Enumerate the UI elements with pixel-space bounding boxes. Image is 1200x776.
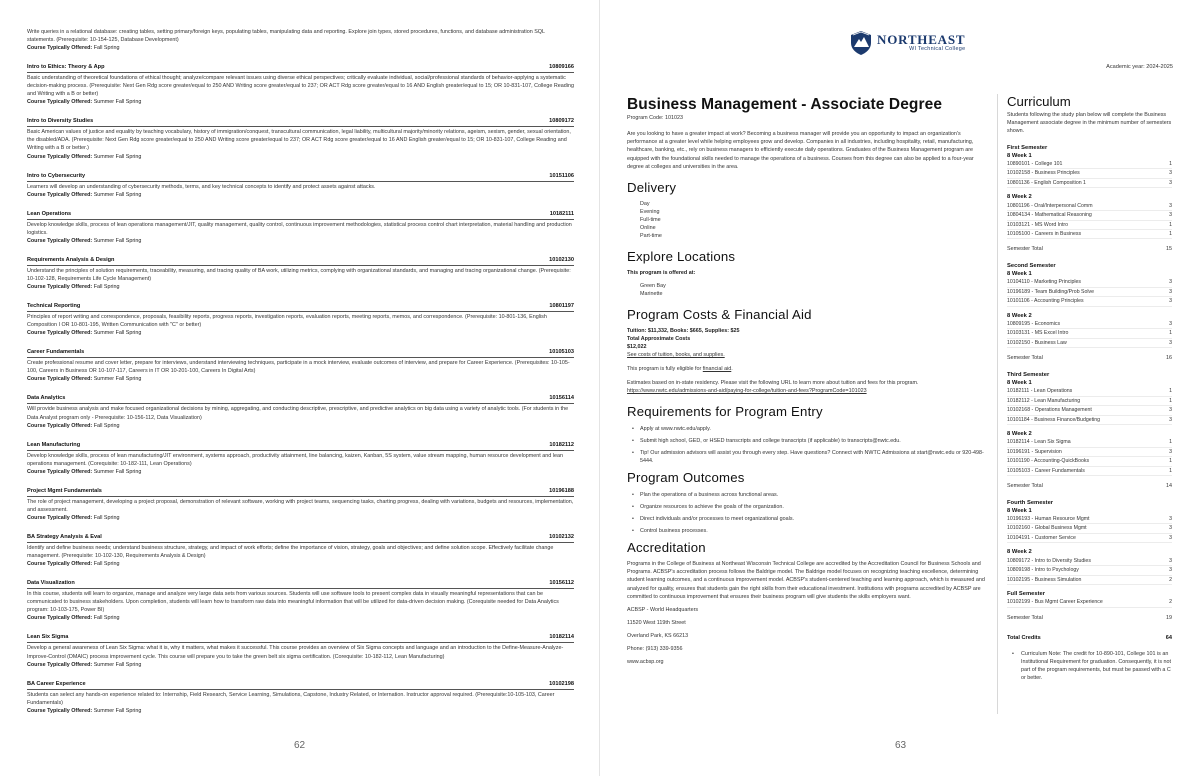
offered-terms: Fall Spring xyxy=(93,514,120,521)
costs-link[interactable]: See costs of tuition, books, and supplies. xyxy=(627,352,725,359)
course-row xyxy=(1007,230,1172,239)
course-description: The role of project management, developing a project proposal, demonstration of relevant software, working with project teams, sequencing tasks, charting progress, dealing with variations, budgets and resources, implementation, and assessment. xyxy=(27,498,574,513)
course-entry xyxy=(27,173,574,199)
offered-label: Course Typically Offered: xyxy=(27,561,93,568)
offered-terms: Summer Fall Spring xyxy=(93,661,142,668)
course-row xyxy=(1007,557,1172,566)
course-credits: 1 xyxy=(1169,161,1172,167)
semester-total xyxy=(1007,245,1172,253)
semester-total xyxy=(1007,354,1172,362)
course-name: 10182112 - Lean Manufacturing xyxy=(1007,397,1081,404)
college-logo-mark xyxy=(849,30,873,56)
week-label: 8 Week 2 xyxy=(1007,549,1032,556)
course-entry xyxy=(27,303,574,337)
delivery-item: Online xyxy=(640,225,656,232)
course-description: Develop knowledge skills, process of lean operations management/JIT, quality management, quality control, continuous improvement methodologies, statistical process control chart interpretation, material handling and production logistics. xyxy=(27,221,572,236)
course-code: 10102130 xyxy=(549,256,574,263)
course-header xyxy=(27,257,574,266)
course-name: 10182111 - Lean Operations xyxy=(1007,388,1073,395)
semester-total-label: Semester Total xyxy=(1007,614,1043,621)
course-description: Students can select any hands-on experience related to: Internship, Field Research, Service Learning, Simulations, Capstone, Industry Related, or Internation. Instructor approval required. (Prerequisite:10-105-103, Career Fundamentals) xyxy=(27,691,555,706)
course-title: Data Analytics xyxy=(27,395,66,402)
course-description: Basic American values of justice and equality by teaching vocabulary, history of immigration/conquest, transcultural communication, legal liability, multicultural majority/minority relations, ageism, sexism, gender, sexual orientation, the disabled/ADA. (Prerequisite: Next Gen Rdg score greater/equal to 250 AND Writing score greater/equal to 237; OR ACT Rdg score greater/equal to 16 AND English greater/equal to 15; OR 10-831-107, College Reading and Writing with a B or better.) xyxy=(27,129,571,152)
course-description: In this course, students will learn to organize, manage and analyze very large data sets from various sources. Students will use software tools to present complex data in visually meaningful representations that can be communicated to business stakeholders. Upon completion, students will learn how to transform raw data into meaningful information that will be utilized for data-driven decision making. (Corequisite needed for Data Analytics program: 10-103-175, Power BI) xyxy=(27,591,559,614)
course-credits: 2 xyxy=(1169,599,1172,606)
offered-label: Course Typically Offered: xyxy=(27,237,93,244)
page-number: 62 xyxy=(294,740,306,751)
course-title: Lean Six Sigma xyxy=(27,634,69,641)
course-offered xyxy=(27,191,574,199)
course-header xyxy=(27,211,574,220)
course-offered xyxy=(27,661,574,669)
course-credits: 3 xyxy=(1169,279,1172,286)
costs-line: Tuition: $11,332, Books: $665, Supplies: $25 xyxy=(627,328,740,335)
requirement-item: • Tip! Our admission advisors will assist you through every step. Have questions? Connect with NWTC Admissions at start@nwtc.edu or 920-498-5444. xyxy=(632,449,985,465)
course-credits: 3 xyxy=(1169,407,1172,414)
semester-title: Fourth Semester xyxy=(1007,500,1054,507)
course-description: Identify and define business needs; understand business structure, strategy, and impact of work efforts; define the importance of vision, strategy, goals and objectives; and define solution scope. Effectively facilitate change management. (Prerequisite: 10-102-130, Requirements Analysis & Design) xyxy=(27,544,554,560)
requirement-item: • Apply at www.nwtc.edu/apply. xyxy=(632,425,985,433)
course-header xyxy=(27,118,574,127)
offered-terms: Summer Fall Spring xyxy=(93,330,142,337)
course-credits: 3 xyxy=(1169,339,1172,346)
course-title: Intro to Ethics: Theory & App xyxy=(27,64,105,70)
course-description: Develop a general awareness of Lean Six Sigma: what it is, why it matters, what makes it successful. This course provides an overview of Six Sigma concepts and language and an introduction to the Define-Measure-Analyze-Improve-Control (DMAIC) process improvement cycle. This course will prepare you to take the green belt six sigma certification. (Corequisite: 10-182-112, Lean Manufacturing) xyxy=(27,645,564,660)
semester-total-value: 14 xyxy=(1166,483,1172,490)
course-list xyxy=(27,28,574,715)
course-title: Technical Reporting xyxy=(27,303,81,310)
costs-heading: Program Costs & Financial Aid xyxy=(627,307,812,323)
course-description: Understand the principles of solution requirements, traceability, measuring, and tracing quality of BA work, utilizing metrics, complying with organizational standards, and managing and tracing organizational change. (Prerequisite: 10-102-128, Requirements Life Cycle Management) xyxy=(27,267,571,282)
course-row xyxy=(1007,211,1172,220)
course-row xyxy=(1007,515,1172,524)
course-name: 10105100 - Careers in Business xyxy=(1007,230,1082,237)
requirement-item: • Submit high school, GED, or HSED transcripts and college transcripts (if applicable) to transcripts@nwtc.edu. xyxy=(632,437,985,445)
course-credits: 1 xyxy=(1169,439,1172,446)
course-name: 10890101 - College 101 xyxy=(1007,161,1063,167)
course-offered xyxy=(27,514,574,522)
course-code: 10102132 xyxy=(549,533,574,540)
course-name: 10105103 - Career Fundamentals xyxy=(1007,467,1085,474)
accreditation-address xyxy=(627,606,985,666)
requirements-list xyxy=(627,425,985,465)
course-header xyxy=(27,488,574,497)
offered-label: Course Typically Offered: xyxy=(27,330,93,337)
offered-terms: Summer Fall Spring xyxy=(93,153,142,160)
course-code: 10151106 xyxy=(549,172,574,179)
semester-title: Second Semester xyxy=(1007,263,1056,270)
course-offered xyxy=(27,237,574,245)
address-line: 11520 West 119th Street xyxy=(627,620,686,627)
offered-label: Course Typically Offered: xyxy=(27,615,93,622)
accreditation-text: Programs in the College of Business at Northeast Wisconsin Technical College are accredited by the Accreditation Council for Business Schools and Programs. ACBSP's accreditation process follows the Baldrige model. The Baldrige model focuses on recognizing teaching excellence, determining student learning outcomes, and a continuous improvement model. ACBSP's student-centered teaching and learning approach, which is measured and analyzed for quality, ensures that students gain the right skills from their educational investment. Institutions with programs accredited by ACBSP are committed to continuous improvement that ensures their business program will give students the skills employers want. xyxy=(627,561,985,600)
program-intro: Are you looking to have a greater impact at work? Becoming a business manager will provide you an opportunity to impact an organization's performance at a greater level while helping employees grow and develop. Companies in all industries, including hospitality, retail, manufacturing, healthcare, banking, etc., rely on business managers to efficiently execute daily operations. Graduates of the Business Management program are equipped with the foundational skills needed to manage the operations of a business. Courses from this degree can also be applied to a four-year degree at colleges and universities in the area. xyxy=(627,131,974,170)
offered-terms: Fall Spring xyxy=(93,422,120,429)
course-title: Project Mgmt Fundamentals xyxy=(27,487,102,494)
offered-label: Course Typically Offered: xyxy=(27,661,93,668)
course-title: Lean Operations xyxy=(27,210,72,217)
course-code: 10182111 xyxy=(549,210,574,217)
curriculum-intro: Students following the study plan below will complete the Business Management associate degree in the minimum number of semesters shown. xyxy=(1007,112,1172,134)
course-entry xyxy=(27,488,574,522)
page-number: 63 xyxy=(895,740,907,751)
week-label: 8 Week 1 xyxy=(1007,507,1032,514)
course-row xyxy=(1007,598,1172,607)
delivery-heading: Delivery xyxy=(627,180,677,196)
course-code: 10801197 xyxy=(549,303,574,310)
course-row xyxy=(1007,387,1172,396)
outcome-item: • Plan the operations of a business across functional areas. xyxy=(632,491,985,499)
course-credits: 3 xyxy=(1169,525,1172,532)
course-entry xyxy=(27,395,574,429)
offered-label: Course Typically Offered: xyxy=(27,191,93,198)
offered-label: Course Typically Offered: xyxy=(27,284,93,291)
course-row xyxy=(1007,576,1172,585)
course-entry xyxy=(27,634,574,668)
delivery-list xyxy=(627,200,985,240)
course-credits: 3 xyxy=(1169,288,1172,295)
course-name: 10196193 - Human Resource Mgmt xyxy=(1007,516,1090,523)
course-row xyxy=(1007,406,1172,415)
course-row xyxy=(1007,457,1172,466)
course-row xyxy=(1007,320,1172,329)
course-offered xyxy=(27,560,574,568)
intro-description: Write queries in a relational database: creating tables, setting primary/foreign keys, populating tables, manipulating data and reporting. Explore join types, stored procedures, functions, and database administration SQL statements. (Prerequisite: 10-154-125, Database Development) xyxy=(27,29,545,43)
course-credits: 1 xyxy=(1169,221,1172,228)
locations-intro: This program is offered at: xyxy=(627,270,696,277)
course-code: 10182114 xyxy=(549,634,574,641)
course-name: 10103121 - MS Word Intro xyxy=(1007,221,1069,228)
course-offered xyxy=(27,614,574,622)
semester-title: Third Semester xyxy=(1007,372,1050,379)
course-row xyxy=(1007,288,1172,297)
course-code: 10809166 xyxy=(549,64,574,70)
course-row xyxy=(1007,339,1172,348)
course-offered xyxy=(27,707,574,715)
course-credits: 1 xyxy=(1169,458,1172,465)
course-name: 10196189 - Team Building/Prob Solve xyxy=(1007,288,1094,295)
locations-heading: Explore Locations xyxy=(627,249,736,265)
financial-aid-line: This program is fully eligible for financial aid. xyxy=(627,366,733,373)
total-credits-row: Total Credits 64 xyxy=(1007,634,1172,641)
academic-year: Academic year: 2024-2025 xyxy=(1106,64,1173,70)
week-label: Full Semester xyxy=(1007,590,1046,597)
course-name: 10101190 - Accounting-QuickBooks xyxy=(1007,458,1090,465)
course-code: 10156112 xyxy=(549,580,574,587)
course-row xyxy=(1007,467,1172,476)
intro-offered: Course Typically Offered: Fall Spring xyxy=(27,45,120,51)
course-credits: 1 xyxy=(1169,230,1172,237)
offered-label: Course Typically Offered: xyxy=(27,422,93,429)
course-credits: 3 xyxy=(1169,516,1172,523)
course-header xyxy=(27,580,574,589)
course-title: BA Strategy Analysis & Eval xyxy=(27,533,102,540)
course-credits: 1 xyxy=(1169,467,1172,474)
program-main-column xyxy=(627,96,985,666)
location-item: Marinette xyxy=(640,291,663,298)
course-row xyxy=(1007,278,1172,287)
course-row xyxy=(1007,534,1172,543)
course-code: 10156114 xyxy=(549,395,574,402)
course-row xyxy=(1007,524,1172,533)
logo-name: NORTHEAST xyxy=(877,32,966,47)
course-title: Intro to Diversity Studies xyxy=(27,118,94,125)
course-entry xyxy=(27,534,574,568)
offered-label: Course Typically Offered: xyxy=(27,376,93,383)
course-credits: 3 xyxy=(1169,567,1172,574)
course-credits: 3 xyxy=(1169,179,1172,186)
course-row xyxy=(1007,329,1172,338)
offered-terms: Fall Spring xyxy=(93,561,120,568)
week-label: 8 Week 2 xyxy=(1007,194,1032,201)
course-credits: 3 xyxy=(1169,448,1172,455)
offered-terms: Summer Fall Spring xyxy=(93,191,142,198)
semester-total-label: Semester Total xyxy=(1007,246,1043,253)
course-row xyxy=(1007,566,1172,575)
delivery-item: Day xyxy=(640,201,650,208)
courses-container xyxy=(27,64,574,715)
course-name: 10801196 - Oral/Interpersonal Comm xyxy=(1007,202,1093,209)
offered-label: Course Typically Offered: xyxy=(27,468,93,475)
course-name: 10102158 - Business Principles xyxy=(1007,170,1080,177)
course-credits: 2 xyxy=(1169,576,1172,583)
semester-total-label: Semester Total xyxy=(1007,355,1043,362)
course-row xyxy=(1007,416,1172,425)
financial-aid-link[interactable]: financial aid xyxy=(702,366,732,373)
course-entry xyxy=(27,64,574,106)
semester-total-value: 19 xyxy=(1166,614,1172,621)
course-entry xyxy=(27,211,574,245)
semester-total xyxy=(1007,482,1172,490)
outcomes-heading: Program Outcomes xyxy=(627,470,745,486)
course-title: Data Visualization xyxy=(27,580,75,587)
course-code: 10196188 xyxy=(549,487,574,494)
course-name: 10104110 - Marketing Principles xyxy=(1007,279,1082,286)
course-title: Lean Manufacturing xyxy=(27,441,81,448)
address-line: ACBSP - World Headquarters xyxy=(627,607,699,614)
course-entry xyxy=(27,118,574,160)
accreditation-heading: Accreditation xyxy=(627,540,706,556)
course-row xyxy=(1007,160,1172,169)
course-row xyxy=(1007,297,1172,306)
semester-total xyxy=(1007,614,1172,622)
offered-terms: Summer Fall Spring xyxy=(93,99,142,106)
course-row xyxy=(1007,438,1172,447)
location-item: Green Bay xyxy=(640,283,666,290)
course-row xyxy=(1007,169,1172,178)
week-label: 8 Week 1 xyxy=(1007,270,1032,277)
course-entry xyxy=(27,257,574,291)
course-header xyxy=(27,173,574,182)
offered-terms: Summer Fall Spring xyxy=(93,707,142,714)
course-credits: 1 xyxy=(1169,330,1172,337)
course-code: 10105103 xyxy=(549,349,574,356)
course-title: Career Fundamentals xyxy=(27,349,85,356)
course-name: 10182114 - Lean Six Sigma xyxy=(1007,439,1071,446)
offered-terms: Fall Spring xyxy=(93,284,120,291)
address-line[interactable]: www.acbsp.org xyxy=(627,659,664,666)
week-label: 8 Week 2 xyxy=(1007,312,1032,319)
address-line: Phone: (913) 339-9356 xyxy=(627,646,683,653)
course-name: 10102199 - Bus Mgmt Career Experience xyxy=(1007,599,1103,606)
course-header xyxy=(27,442,574,451)
course-name: 10102195 - Business Simulation xyxy=(1007,576,1082,583)
address-line: Overland Park, KS 66213 xyxy=(627,633,689,640)
college-logo xyxy=(849,30,965,56)
course-name: 10809198 - Intro to Psychology xyxy=(1007,567,1079,574)
course-code: 10809172 xyxy=(549,118,574,125)
course-code: 10102198 xyxy=(549,680,574,687)
course-credits: 1 xyxy=(1169,397,1172,404)
course-offered xyxy=(27,468,574,476)
course-code: 10182112 xyxy=(549,441,574,448)
semester-block xyxy=(1007,145,1172,253)
course-credits: 3 xyxy=(1169,212,1172,219)
course-name: 10801136 - English Composition 1 xyxy=(1007,179,1086,186)
course-offered xyxy=(27,329,574,337)
course-offered xyxy=(27,375,574,383)
course-name: 10809172 - Intro to Diversity Studies xyxy=(1007,557,1091,564)
semester-block xyxy=(1007,372,1172,490)
curriculum-note: • Curriculum Note: The credit for 10-890-101, College 101 is an Institutional Requirement for graduation. Consequently, it is not part of the program requirements, but must be passed with a C or better. xyxy=(1007,650,1172,683)
course-row xyxy=(1007,397,1172,406)
course-credits: 3 xyxy=(1169,170,1172,177)
outcome-item: • Organize resources to achieve the goals of the organization. xyxy=(632,503,985,511)
course-header xyxy=(27,534,574,543)
offered-terms: Summer Fall Spring xyxy=(93,237,142,244)
course-credits: 3 xyxy=(1169,416,1172,423)
outcome-item: • Control business processes. xyxy=(632,527,985,535)
estimates-note: Estimates based on in-state residency. Please visit the following URL to learn more about tuition and fees for this program. xyxy=(627,380,919,387)
course-offered xyxy=(27,422,574,430)
course-entry xyxy=(27,681,574,715)
week-label: 8 Week 1 xyxy=(1007,152,1032,159)
course-row xyxy=(1007,448,1172,457)
offered-terms: Summer Fall Spring xyxy=(93,468,142,475)
offered-label: Course Typically Offered: xyxy=(27,707,93,714)
course-header xyxy=(27,395,574,404)
course-row xyxy=(1007,221,1172,230)
course-name: 10101184 - Business Finance/Budgeting xyxy=(1007,416,1101,423)
course-header xyxy=(27,303,574,312)
total-costs-label: Total Approximate Costs xyxy=(627,336,691,343)
program-code: Program Code: 101023 xyxy=(627,115,684,121)
semester-title: First Semester xyxy=(1007,145,1048,151)
week-label: 8 Week 2 xyxy=(1007,430,1032,437)
semester-block xyxy=(1007,500,1172,622)
course-name: 10804134 - Mathematical Reasoning xyxy=(1007,212,1092,219)
course-row xyxy=(1007,179,1172,188)
course-offered xyxy=(27,98,574,106)
week-label: 8 Week 1 xyxy=(1007,379,1032,386)
total-costs-value: $12,022 xyxy=(627,344,647,351)
requirements-heading: Requirements for Program Entry xyxy=(627,404,823,420)
course-credits: 1 xyxy=(1169,388,1172,395)
course-description: Create professional resume and cover letter, prepare for interviews, understand interviewing techniques, participate in a mock interview, evaluate outcomes of interview, and prepare for Career Experience. (Prerequisites: 10-105-100, Careers in Business OR 10-107-117, Careers in IT OR 10-201-100, Careers In Digital Arts) xyxy=(27,360,570,375)
page-title: Business Management - Associate Degree xyxy=(627,96,943,113)
course-credits: 3 xyxy=(1169,534,1172,541)
curriculum-column xyxy=(997,94,1172,714)
semester-total-label: Semester Total xyxy=(1007,483,1043,490)
semester-total-value: 15 xyxy=(1166,246,1172,253)
course-name: 10102168 - Operations Management xyxy=(1007,407,1092,414)
course-title: Requirements Analysis & Design xyxy=(27,256,115,263)
course-entry xyxy=(27,442,574,476)
outcomes-list xyxy=(627,491,985,535)
locations-list xyxy=(627,282,985,298)
curriculum-heading: Curriculum xyxy=(1007,94,1071,109)
offered-terms: Fall Spring xyxy=(93,615,120,622)
course-name: 10809195 - Economics xyxy=(1007,321,1061,328)
course-credits: 3 xyxy=(1169,298,1172,305)
delivery-item: Full-time xyxy=(640,217,661,224)
course-offered xyxy=(27,283,574,291)
course-title: Intro to Cybersecurity xyxy=(27,172,86,179)
course-description: Basic understanding of theoretical foundations of ethical thought; analyze/compare relevant issues using diverse ethical perspectives; critically evaluate individual, social/professional standards of behavior-applying a systematic decision-making process. (Prerequisite: Next Gen Rdg score greater/equal to 250 AND Writing score greater/equal to 237; OR ACT Rdg score greater/equal to 16 AND English greater/equal to 15; OR 10-831-107, College Reading and Writing with a B or better) xyxy=(27,75,574,98)
course-name: 10196191 - Supervision xyxy=(1007,448,1062,455)
delivery-item: Part-time xyxy=(640,233,662,240)
course-header xyxy=(27,64,574,73)
course-description: Principles of report writing and correspondence, proposals, feasibility reports, progress reports, investigation reports, evaluation reports, meeting reports, memos, and correspondence. (Prerequisite: 10-801-136, English Composition I OR 10-801-195, Written Communication with "C" or better) xyxy=(27,314,547,329)
outcome-item: • Direct individuals and/or processes to meet organizational goals. xyxy=(632,515,985,523)
offered-label: Course Typically Offered: xyxy=(27,153,93,160)
course-name: 10102160 - Global Business Mgmt xyxy=(1007,525,1087,532)
course-entry xyxy=(27,580,574,622)
delivery-item: Evening xyxy=(640,209,660,216)
offered-label: Course Typically Offered: xyxy=(27,99,93,106)
offered-terms: Summer Fall Spring xyxy=(93,376,142,383)
course-title: BA Career Experience xyxy=(27,680,86,687)
course-name: 10103131 - MS Excel Intro xyxy=(1007,330,1069,337)
course-description: Will provide business analysis and make focused organizational decisions by mining, aggregating, and conducting descriptive, prescriptive, and predictive analytics on big data using a variety of analytic tools. (For students in the Data Analyst program only - Prerequisite: 10-156-112, Data Visualization) xyxy=(27,406,569,421)
course-description: Learners will develop an understanding of cybersecurity methods, terms, and key technical concepts to identify and protect assets against attacks. xyxy=(27,183,376,190)
course-credits: 3 xyxy=(1169,557,1172,564)
course-credits: 3 xyxy=(1169,321,1172,328)
course-header xyxy=(27,349,574,358)
semester-block xyxy=(1007,263,1172,362)
course-header xyxy=(27,634,574,643)
course-row xyxy=(1007,202,1172,211)
course-name: 10104191 - Customer Service xyxy=(1007,534,1076,541)
semester-total-value: 16 xyxy=(1166,355,1172,362)
course-name: 10101106 - Accounting Principles xyxy=(1007,298,1084,305)
logo-subtitle: WI Technical College xyxy=(909,46,966,52)
course-description: Develop knowledge skills, process of lean manufacturing/JIT environment, systems approach, productivity attainment, line balancing, kaizen, Kanban, 5S system, value stream mapping, human resource development and lean operations management. (Corequisite: 10-182-111, Lean Operations) xyxy=(27,452,563,467)
course-name: 10102150 - Business Law xyxy=(1007,339,1067,346)
course-entry xyxy=(27,349,574,383)
course-credits: 3 xyxy=(1169,202,1172,209)
offered-label: Course Typically Offered: xyxy=(27,514,93,521)
tuition-url-link[interactable]: https://www.nwtc.edu/admissions-and-aid/paying-for-college/tuition-and-fees?ProgramCode=101023 xyxy=(627,388,867,395)
course-offered xyxy=(27,153,574,161)
right-page xyxy=(600,0,1200,776)
course-header xyxy=(27,681,574,690)
semesters-container xyxy=(1007,145,1172,622)
